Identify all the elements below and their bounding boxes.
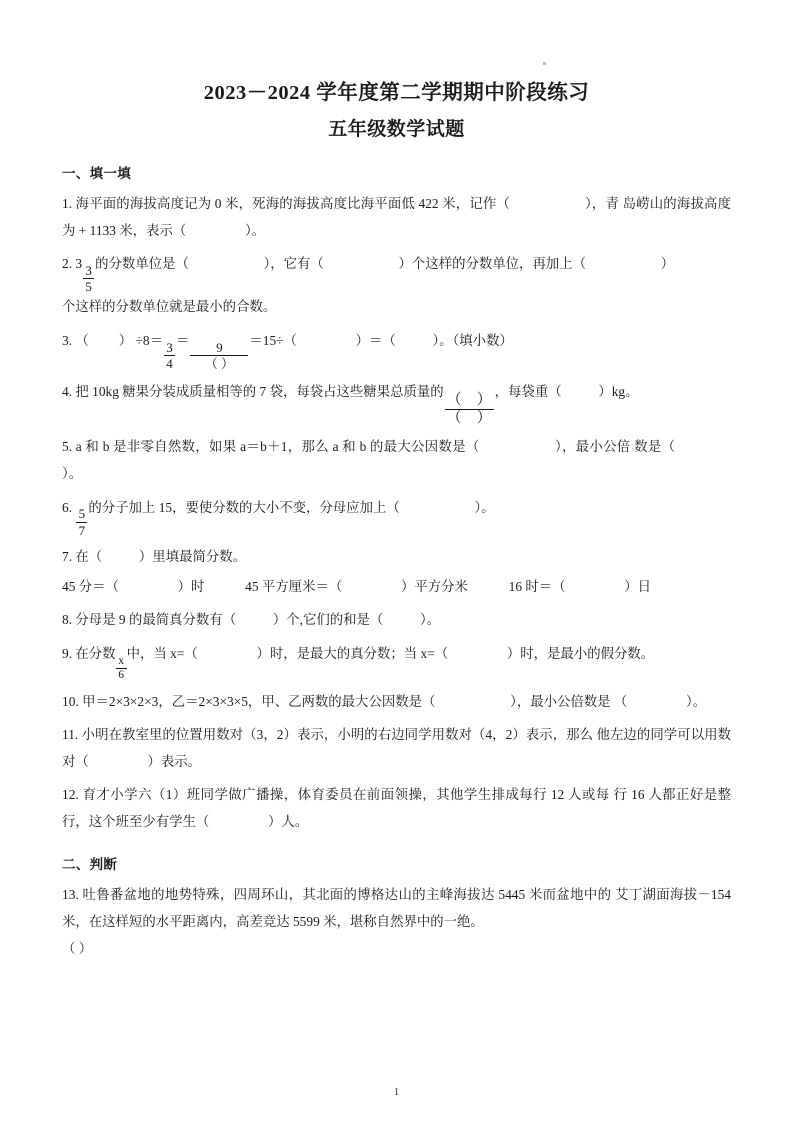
question-3-eq1: ＝ [175, 333, 190, 349]
question-1-line1-b: ），青 [585, 196, 620, 212]
question-2-text-d: ） [660, 256, 675, 272]
question-3-eq4: ）。（填小数） [432, 333, 513, 349]
question-3-open-blank: （ [75, 333, 89, 349]
question-4-text-b: ，每袋重（ [494, 383, 562, 399]
question-7-text-b: ）里填最简分数。 [138, 548, 247, 564]
question-12-line2-b: ）人。 [268, 814, 309, 830]
question-13-number: 13. [62, 887, 79, 903]
question-13-line1: 吐鲁番盆地的地势特殊，四周环山，其北面的博格达山的主峰海拔达 5445 米而盆地中的 [82, 887, 612, 903]
page-title: 2023－2024 学年度第二学期期中阶段练习 [203, 82, 590, 104]
question-1-line2-b: ）。 [244, 223, 266, 239]
question-12-number: 12. [62, 787, 79, 803]
page-subtitle: 五年级数学试题 [328, 118, 465, 140]
question-12 [62, 781, 731, 835]
question-3-f2-numerator: 9 [216, 340, 223, 356]
question-2-fraction [83, 264, 94, 294]
question-4-frac-numerator: （ ） [446, 392, 492, 409]
question-3-op1: ÷8＝ [135, 333, 163, 349]
question-2-line2: 个这样的分数单位就是最小的合数。 [62, 299, 277, 315]
question-9-fraction [116, 656, 127, 682]
scan-artifact-speck [543, 62, 546, 65]
question-11 [62, 721, 731, 775]
question-7-conv3-b: ）日 [624, 578, 652, 594]
question-3-close-blank: ） [118, 333, 133, 349]
question-3 [62, 326, 731, 370]
question-10-line2-b: ）。 [686, 694, 707, 710]
question-11-line2-b: ）表示。 [147, 754, 202, 770]
question-2-denominator: 5 [85, 279, 92, 295]
question-3-fraction-1 [164, 341, 175, 371]
question-7-conv2-b: ）平方分米 [400, 578, 468, 594]
question-9 [62, 639, 731, 682]
question-9-numerator: x [118, 654, 124, 667]
question-11-line1: 小明在教室里的位置用数对（3，2）表示，小明的右边同学用数对（4，2）表示，那么 [81, 727, 594, 743]
question-2 [62, 250, 731, 320]
question-5-line1-a: a 和 b 是非零自然数，如果 a＝b＋1，那么 a 和 b 的最大公因数是（ [75, 438, 480, 454]
question-6-text-a: 的分子加上 15，要使分数的大小不变，分母应加上（ [88, 499, 400, 515]
question-13 [62, 881, 731, 962]
question-6 [62, 493, 731, 537]
question-7-conversions [62, 573, 731, 600]
question-6-denominator: 7 [78, 522, 86, 538]
question-8-text-c: ）。 [420, 611, 441, 627]
question-2-mixed-number [75, 256, 95, 295]
question-11-line2-a: 他左边的同学可以用数对（ [62, 727, 732, 770]
question-10-number: 10. [62, 694, 79, 710]
question-4-frac-denominator: （ ） [446, 410, 492, 427]
question-11-number: 11. [62, 727, 79, 743]
question-6-fraction [76, 507, 87, 537]
question-13-answer-blank: （ ） [62, 941, 93, 957]
question-8-text-a: 分母是 9 的最简真分数有（ [75, 611, 237, 627]
question-3-f1-denominator: 4 [166, 356, 173, 372]
question-12-line2-a: 行 16 人都正好是整行，这个班至少有学生（ [62, 787, 732, 830]
question-10-line2-a: （ [613, 694, 628, 710]
question-7-conv3-a: 16 时＝（ [508, 578, 566, 594]
question-4-number: 4. [62, 383, 73, 399]
question-1 [62, 190, 731, 244]
question-9-number: 9. [62, 645, 73, 661]
question-6-text-b: ）。 [474, 499, 495, 515]
question-5-number: 5. [62, 438, 73, 454]
question-2-number: 2. [62, 256, 73, 272]
question-13-line2: 艾丁湖面海拔－154 米，在这样短的水平距离内，高差竞达 5599 米，堪称自然界中的一绝。 [62, 887, 731, 930]
question-4-text-a: 把 10kg 糖果分装成质量相等的 7 袋，每袋占这些糖果总质量的 [75, 383, 444, 399]
page-number: 1 [393, 1086, 400, 1098]
question-2-text-c: ）个这样的分数单位，再加上（ [398, 256, 587, 272]
question-2-text-b: ），它有（ [263, 256, 324, 272]
question-10 [62, 688, 731, 715]
title-block [62, 0, 731, 144]
question-7-conv2-a: 45 平方厘米＝（ [245, 578, 343, 594]
question-2-text-a: 的分数单位是（ [95, 256, 189, 272]
question-3-eq2: ＝15÷（ [249, 333, 297, 349]
question-5 [62, 433, 731, 487]
section-heading-judge: 二、判断 [62, 857, 118, 873]
question-4-blank-fraction [445, 393, 494, 427]
question-1-number: 1. [62, 196, 73, 212]
question-3-f1-numerator: 3 [166, 340, 173, 356]
question-9-text-d: ）时，是最小的假分数。 [506, 645, 655, 661]
question-1-line1-a: 海平面的海拔高度记为 0 米，死海的海拔高度比海平面低 422 米，记作（ [75, 196, 510, 212]
question-12-line1: 育才小学六（1）班同学做广播操，体育委员在前面领操，其他学生排成每行 12 人或每 [82, 787, 610, 803]
question-2-numerator: 3 [85, 262, 92, 278]
section-heading-fill-in: 一、填一填 [62, 166, 131, 182]
question-3-f2-denominator: （ ） [204, 356, 234, 372]
question-7-text-a: 在（ [75, 548, 103, 564]
question-7-number: 7. [62, 548, 73, 564]
question-9-text-b: 中，当 x=（ [126, 645, 198, 661]
question-6-number: 6. [62, 499, 73, 515]
question-7 [62, 543, 731, 570]
question-3-fraction-2 [190, 341, 248, 371]
question-3-eq3: ）＝（ [355, 333, 396, 349]
question-8-text-b: ）个,它们的和是（ [272, 611, 384, 627]
question-8-number: 8. [62, 611, 73, 627]
question-9-denominator: 6 [118, 669, 124, 682]
question-4-text-c: ）kg。 [598, 383, 639, 399]
question-3-number: 3. [62, 333, 73, 349]
question-4 [62, 377, 731, 427]
question-10-line1-a: 甲＝2×3×2×3，乙＝2×3×3×5，甲、乙两数的最大公因数是（ [82, 694, 436, 710]
question-7-conv1-a: 45 分＝（ [62, 578, 119, 594]
question-1-line2-a: 岛崂山的海拔高度为 + 1133 米，表示（ [62, 196, 731, 239]
question-10-line1-b: ），最小公倍数是 [510, 694, 611, 710]
question-7-conv1-b: ）时 [177, 578, 205, 594]
question-8 [62, 606, 731, 633]
question-9-text-c: ）时，是最大的真分数；当 x=（ [256, 645, 449, 661]
question-2-whole: 3 [75, 256, 83, 272]
question-9-text-a: 在分数 [75, 645, 116, 661]
question-5-line1-b: ），最小公倍 [554, 438, 631, 454]
question-5-line2-b: ）。 [62, 465, 83, 481]
question-6-numerator: 5 [78, 506, 86, 522]
question-5-line2-a: 数是（ [634, 438, 676, 454]
